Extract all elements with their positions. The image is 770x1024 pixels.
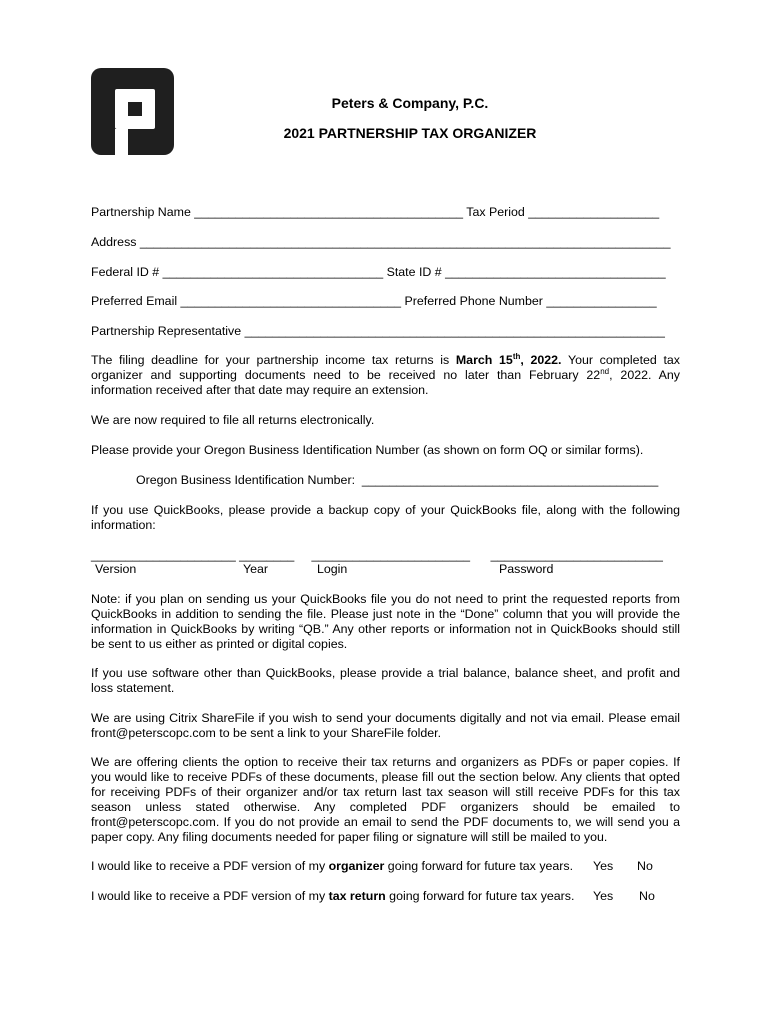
login-label: Login	[317, 562, 348, 576]
version-label: Version	[95, 562, 137, 576]
quickbooks-blank-lines[interactable]: _____________________ ________ _______________________ _________________________	[91, 548, 663, 562]
representative-field[interactable]: Partnership Representative _____________________________________________________________	[91, 324, 665, 338]
pdf-return-post: going forward for future tax years.	[385, 889, 575, 903]
deadline-year: , 2022.	[520, 353, 562, 367]
deadline-date: March 15	[455, 353, 513, 367]
deadline-paragraph	[91, 353, 680, 398]
quickbooks-note: Note: if you plan on sending us your QuickBooks file you do not need to print the requested reports from QuickBooks in addition to sending the file. Please just note in the “Done” column that you will provide the information in QuickBooks by writing “QB.” Any other reports or information not in QuickBooks should still be sent to us either as printed or digital copies.	[91, 592, 680, 651]
pdf-organizer-no-option[interactable]: No	[637, 859, 653, 873]
quickbooks-request-text: If you use QuickBooks, please provide a backup copy of your QuickBooks file, along with the following information:	[91, 503, 680, 532]
pdf-return-question	[91, 889, 574, 904]
pdf-return-no-option[interactable]: No	[639, 889, 655, 903]
pdf-organizer-question	[91, 859, 573, 874]
pdf-organizer-post: going forward for future tax years.	[384, 859, 574, 873]
pdf-organizer-bold: organizer	[328, 859, 385, 873]
deadline-mid: Your completed tax organizer and supporting documents need to be received no later than February 22	[91, 353, 680, 382]
pdf-return-yes-option[interactable]: Yes	[593, 889, 614, 903]
pdf-organizer-yes-option[interactable]: Yes	[593, 859, 614, 873]
page-title: 2021 PARTNERSHIP TAX ORGANIZER	[283, 125, 537, 141]
deadline-date-sup: th	[512, 351, 521, 361]
company-name: Peters & Company, P.C.	[331, 95, 489, 111]
pdf-return-bold: tax return	[328, 889, 386, 903]
other-software-text: If you use software other than QuickBooks, please provide a trial balance, balance sheet, and profit and loss statement.	[91, 666, 680, 695]
federal-state-id-field[interactable]: Federal ID # ________________________________ State ID # ________________________________	[91, 265, 666, 279]
deadline-pre: The filing deadline for your partnership income tax returns is	[91, 353, 456, 367]
pdf-return-pre: I would like to receive a PDF version of my	[91, 889, 329, 903]
oregon-request-text: Please provide your Oregon Business Identification Number (as shown on form OQ or similar forms).	[91, 443, 644, 457]
sharefile-text: We are using Citrix ShareFile if you wish to send your documents digitally and not via email. Please email front@peterscopc.com to be sent a link to your ShareFile folder.	[91, 711, 680, 740]
partnership-name-field[interactable]: Partnership Name _______________________________________ Tax Period ___________________	[91, 205, 660, 219]
address-field[interactable]: Address _____________________________________________________________________________	[91, 235, 671, 249]
password-label: Password	[499, 562, 554, 576]
peters-company-logo-icon	[91, 68, 174, 155]
deadline-post: , 2022. Any information received after that date may require an extension.	[91, 368, 680, 397]
oregon-id-field[interactable]: Oregon Business Identification Number: ___________________________________________	[136, 473, 659, 487]
pdf-offer-text: We are offering clients the option to receive their tax returns and organizers as PDFs or paper copies. If you would like to receive PDFs of these documents, please fill out the section below. Any clients that opted for receiving PDFs of their organizer and/or tax return last tax season will still receive PDFs for this tax season unless stated otherwise. Any completed PDF organizers should be emailed to front@peterscopc.com. If you do not provide an email to send the PDF documents to, we will send you a paper copy. Any filing documents needed for paper filing or signature will still be mailed to you.	[91, 755, 680, 844]
pdf-organizer-pre: I would like to receive a PDF version of my	[91, 859, 329, 873]
electronic-filing-text: We are now required to file all returns electronically.	[91, 413, 375, 427]
email-phone-field[interactable]: Preferred Email ________________________________ Preferred Phone Number ________________	[91, 294, 657, 308]
year-label: Year	[243, 562, 269, 576]
deadline-feb-sup: nd	[600, 366, 610, 376]
